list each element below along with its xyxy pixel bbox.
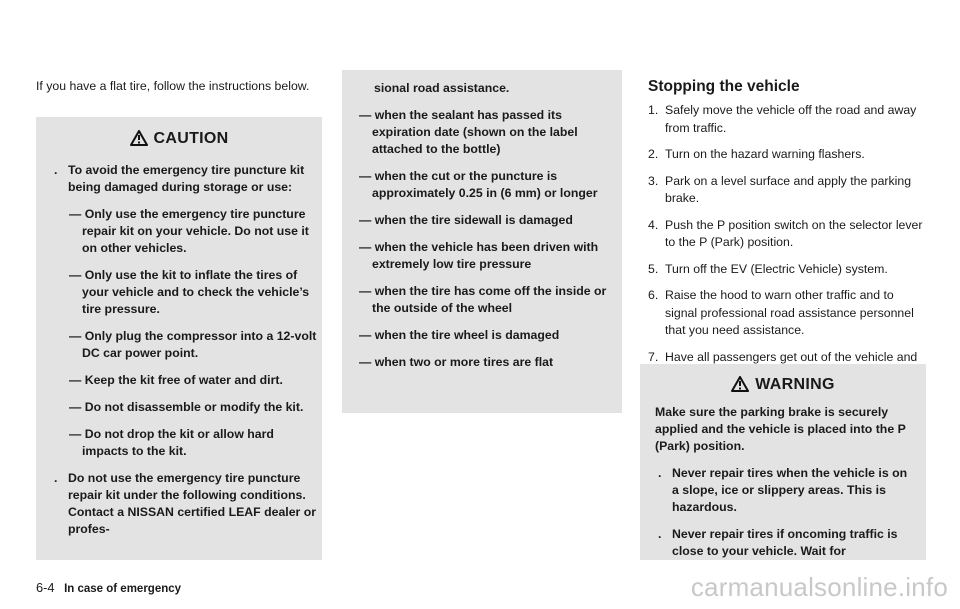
caution-dash-list-1 xyxy=(36,206,322,460)
caution-dash-item: — when the vehicle has been driven with extremely low tire pressure xyxy=(359,240,599,271)
caution-dash-item: — Keep the kit free of water and dirt. xyxy=(69,373,283,387)
caution-dash-item: — Only plug the compressor into a 12-volt DC car power point. xyxy=(69,329,317,360)
caution-dash-item: — when two or more tires are flat xyxy=(359,355,554,369)
caution-dash-item: — when the tire sidewall is damaged xyxy=(359,213,573,227)
warning-icon xyxy=(731,376,749,392)
step-item: 1. Safely move the vehicle off the road and away from traffic. xyxy=(648,103,917,135)
step-item: 2. Turn on the hazard warning flashers. xyxy=(648,147,865,161)
step-item: 3. Park on a level surface and apply the parking brake. xyxy=(648,173,912,205)
caution-dash-item: — Do not disassemble or modify the kit. xyxy=(69,400,304,414)
caution-box-continued xyxy=(342,70,622,413)
page-number: 6-4 xyxy=(36,580,55,595)
section-heading-stopping: Stopping the vehicle xyxy=(648,78,800,95)
intro-text: If you have a flat tire, follow the instructions below. xyxy=(36,79,310,93)
warning-intro: Make sure the parking brake is securely applied and the vehicle is placed into the P (Park) position. xyxy=(655,405,906,453)
step-item: 7. Have all passengers get out of the vehicle and xyxy=(648,349,918,364)
caution-title: CAUTION xyxy=(36,130,322,148)
section-name: In case of emergency xyxy=(64,583,182,595)
caution-dash-item: — Do not drop the kit or allow hard impacts to the kit. xyxy=(69,427,274,458)
caution-icon xyxy=(130,130,148,146)
warning-bullet: . Never repair tires if oncoming traffic is close to your vehicle. Wait for xyxy=(658,527,898,558)
caution-dash-item: — Only use the emergency tire puncture repair kit on your vehicle. Do not use it on other vehicles. xyxy=(69,207,309,255)
step-item: 6. Raise the hood to warn other traffic and to signal professional road assistance personnel that you need assistance. xyxy=(648,288,914,337)
warning-title: WARNING xyxy=(640,376,926,394)
warning-box xyxy=(640,364,926,560)
step-item: 5. Turn off the EV (Electric Vehicle) system. xyxy=(648,261,888,276)
warning-bullet: . Never repair tires when the vehicle is on a slope, ice or slippery areas. This is hazardous. xyxy=(658,466,908,514)
step-item: 4. Push the P position switch on the selector lever to the P (Park) position. xyxy=(648,217,923,249)
caution-bullet-2-continued: sional road assistance. xyxy=(374,81,510,95)
caution-bullet-2: . Do not use the emergency tire puncture repair kit under the following conditions. Contact a NISSAN certified LEAF dealer or profes- xyxy=(54,471,317,536)
caution-dash-list-2 xyxy=(342,107,622,371)
caution-bullet-1: . To avoid the emergency tire puncture kit being damaged during storage or use: xyxy=(54,163,305,194)
caution-dash-item: — when the cut or the puncture is approximately 0.25 in (6 mm) or longer xyxy=(359,169,598,200)
watermark: carmanualsonline.info xyxy=(690,572,948,602)
caution-box xyxy=(36,117,322,560)
page-footer xyxy=(36,580,181,595)
caution-dash-item: — when the tire has come off the inside or the outside of the wheel xyxy=(359,284,607,315)
caution-dash-item: — when the tire wheel is damaged xyxy=(359,328,560,342)
caution-dash-item: — Only use the kit to inflate the tires of your vehicle and to check the vehicle’s tire pressure. xyxy=(69,268,310,316)
caution-dash-item: — when the sealant has passed its expiration date (shown on the label attached to the bottle) xyxy=(359,108,578,156)
